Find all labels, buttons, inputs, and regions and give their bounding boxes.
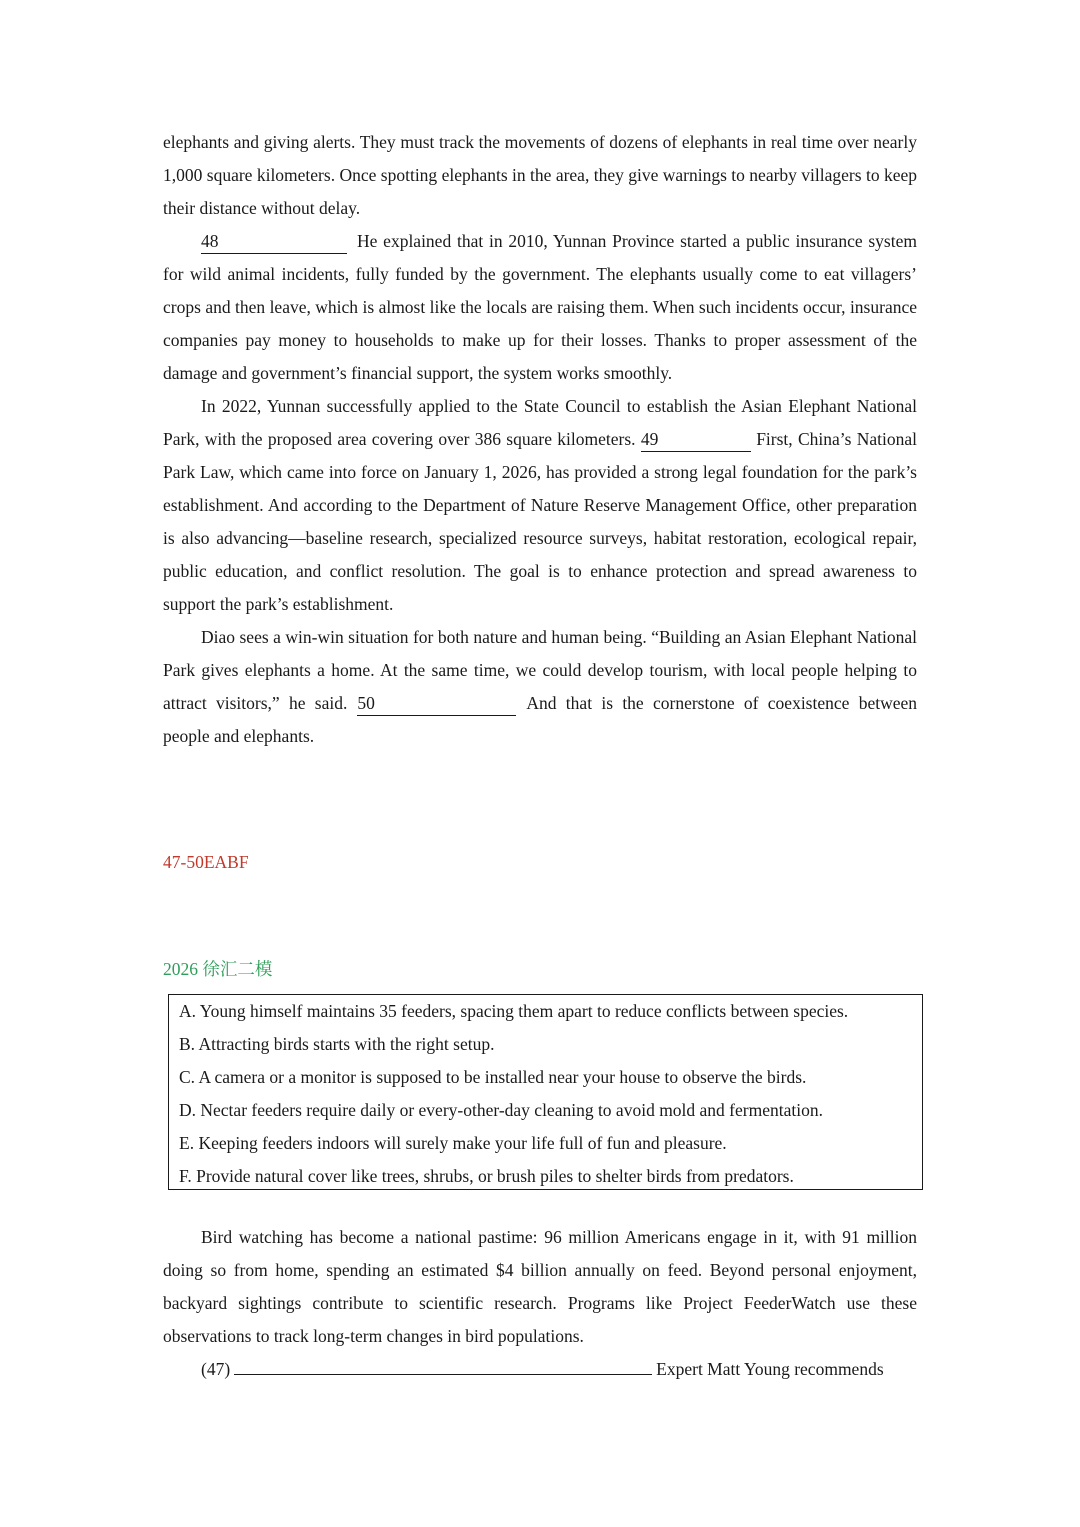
question-47-label: (47) — [201, 1359, 231, 1379]
paragraph-50-after: And that is the cornerstone of coexistence between people and elephants. — [163, 693, 918, 746]
document-page — [163, 126, 918, 1379]
paragraph-48-text: He explained that in 2010, Yunnan Province started a public insurance system for wild animal incidents, fully funded by the government. The elephants usually come to eat villagers’ crops and then leave, which is almost like the locals are raising them. When such incidents occur, insurance companies pay money to households to make up for their losses. Thanks to proper assessment of the damage and government’s financial support, the system works smoothly. — [163, 231, 917, 383]
paragraph-50 — [163, 621, 917, 753]
paragraph-49-before: In 2022, Yunnan successfully applied to the State Council to establish the Asian Elephant National Park, with the proposed area covering over 386 square kilometers. — [163, 396, 917, 449]
paragraph-49 — [163, 390, 917, 621]
blank-49[interactable]: 49 — [641, 427, 751, 452]
option-f: F. Provide natural cover like trees, shrubs, or brush piles to shelter birds from predators. — [179, 1166, 794, 1186]
paragraph-50-before: Diao sees a win-win situation for both nature and human being. “Building an Asian Elephant National Park gives elephants a home. At the same time, we could develop tourism, with local people helping to attract visitors,” he said. — [163, 627, 917, 713]
option-e: E. Keeping feeders indoors will surely make your life full of fun and pleasure. — [179, 1133, 727, 1153]
paragraph-continuation: elephants and giving alerts. They must track the movements of dozens of elephants in real time over nearly 1,000 square kilometers. Once spotting elephants in the area, they give warnings to nearby villagers to keep their distance without delay. — [163, 132, 917, 218]
question-47-after: Expert Matt Young recommends — [656, 1359, 884, 1379]
option-c: C. A camera or a monitor is supposed to be installed near your house to observe the birds. — [179, 1067, 807, 1087]
option-d: D. Nectar feeders require daily or every-other-day cleaning to avoid mold and fermentation. — [179, 1100, 823, 1120]
section-title: 2026 徐汇二模 — [163, 959, 273, 979]
option-a: A. Young himself maintains 35 feeders, spacing them apart to reduce conflicts between species. — [179, 1001, 849, 1021]
blank-48[interactable]: 48 — [201, 229, 347, 254]
option-b: B. Attracting birds starts with the right setup. — [179, 1034, 495, 1054]
blank-50[interactable]: 50 — [357, 691, 516, 716]
blank-47[interactable] — [234, 1374, 652, 1375]
options-box — [168, 994, 923, 1190]
paragraph-49-after: First, China’s National Park Law, which came into force on January 1, 2026, has provided a strong legal foundation for the park’s establishment. And according to the Department of Nature Reserve Management Office, other preparation is also advancing—baseline research, specialized resource surveys, habitat restoration, ecological repair, public education, and conflict resolution. The goal is to enhance protection and spread awareness to support the park’s establishment. — [163, 429, 918, 614]
question-47-line — [163, 1353, 917, 1386]
answer-key: 47-50EABF — [163, 852, 249, 872]
bird-watching-paragraph: Bird watching has become a national pastime: 96 million Americans engage in it, with 91 million doing so from home, spending an estimated $4 billion annually on feed. Beyond personal enjoyment, backyard sightings contribute to scientific research. Programs like Project FeederWatch use these observations to track long-term changes in bird populations. — [163, 1227, 917, 1346]
passage-2 — [163, 1221, 917, 1386]
paragraph-48 — [163, 225, 917, 390]
